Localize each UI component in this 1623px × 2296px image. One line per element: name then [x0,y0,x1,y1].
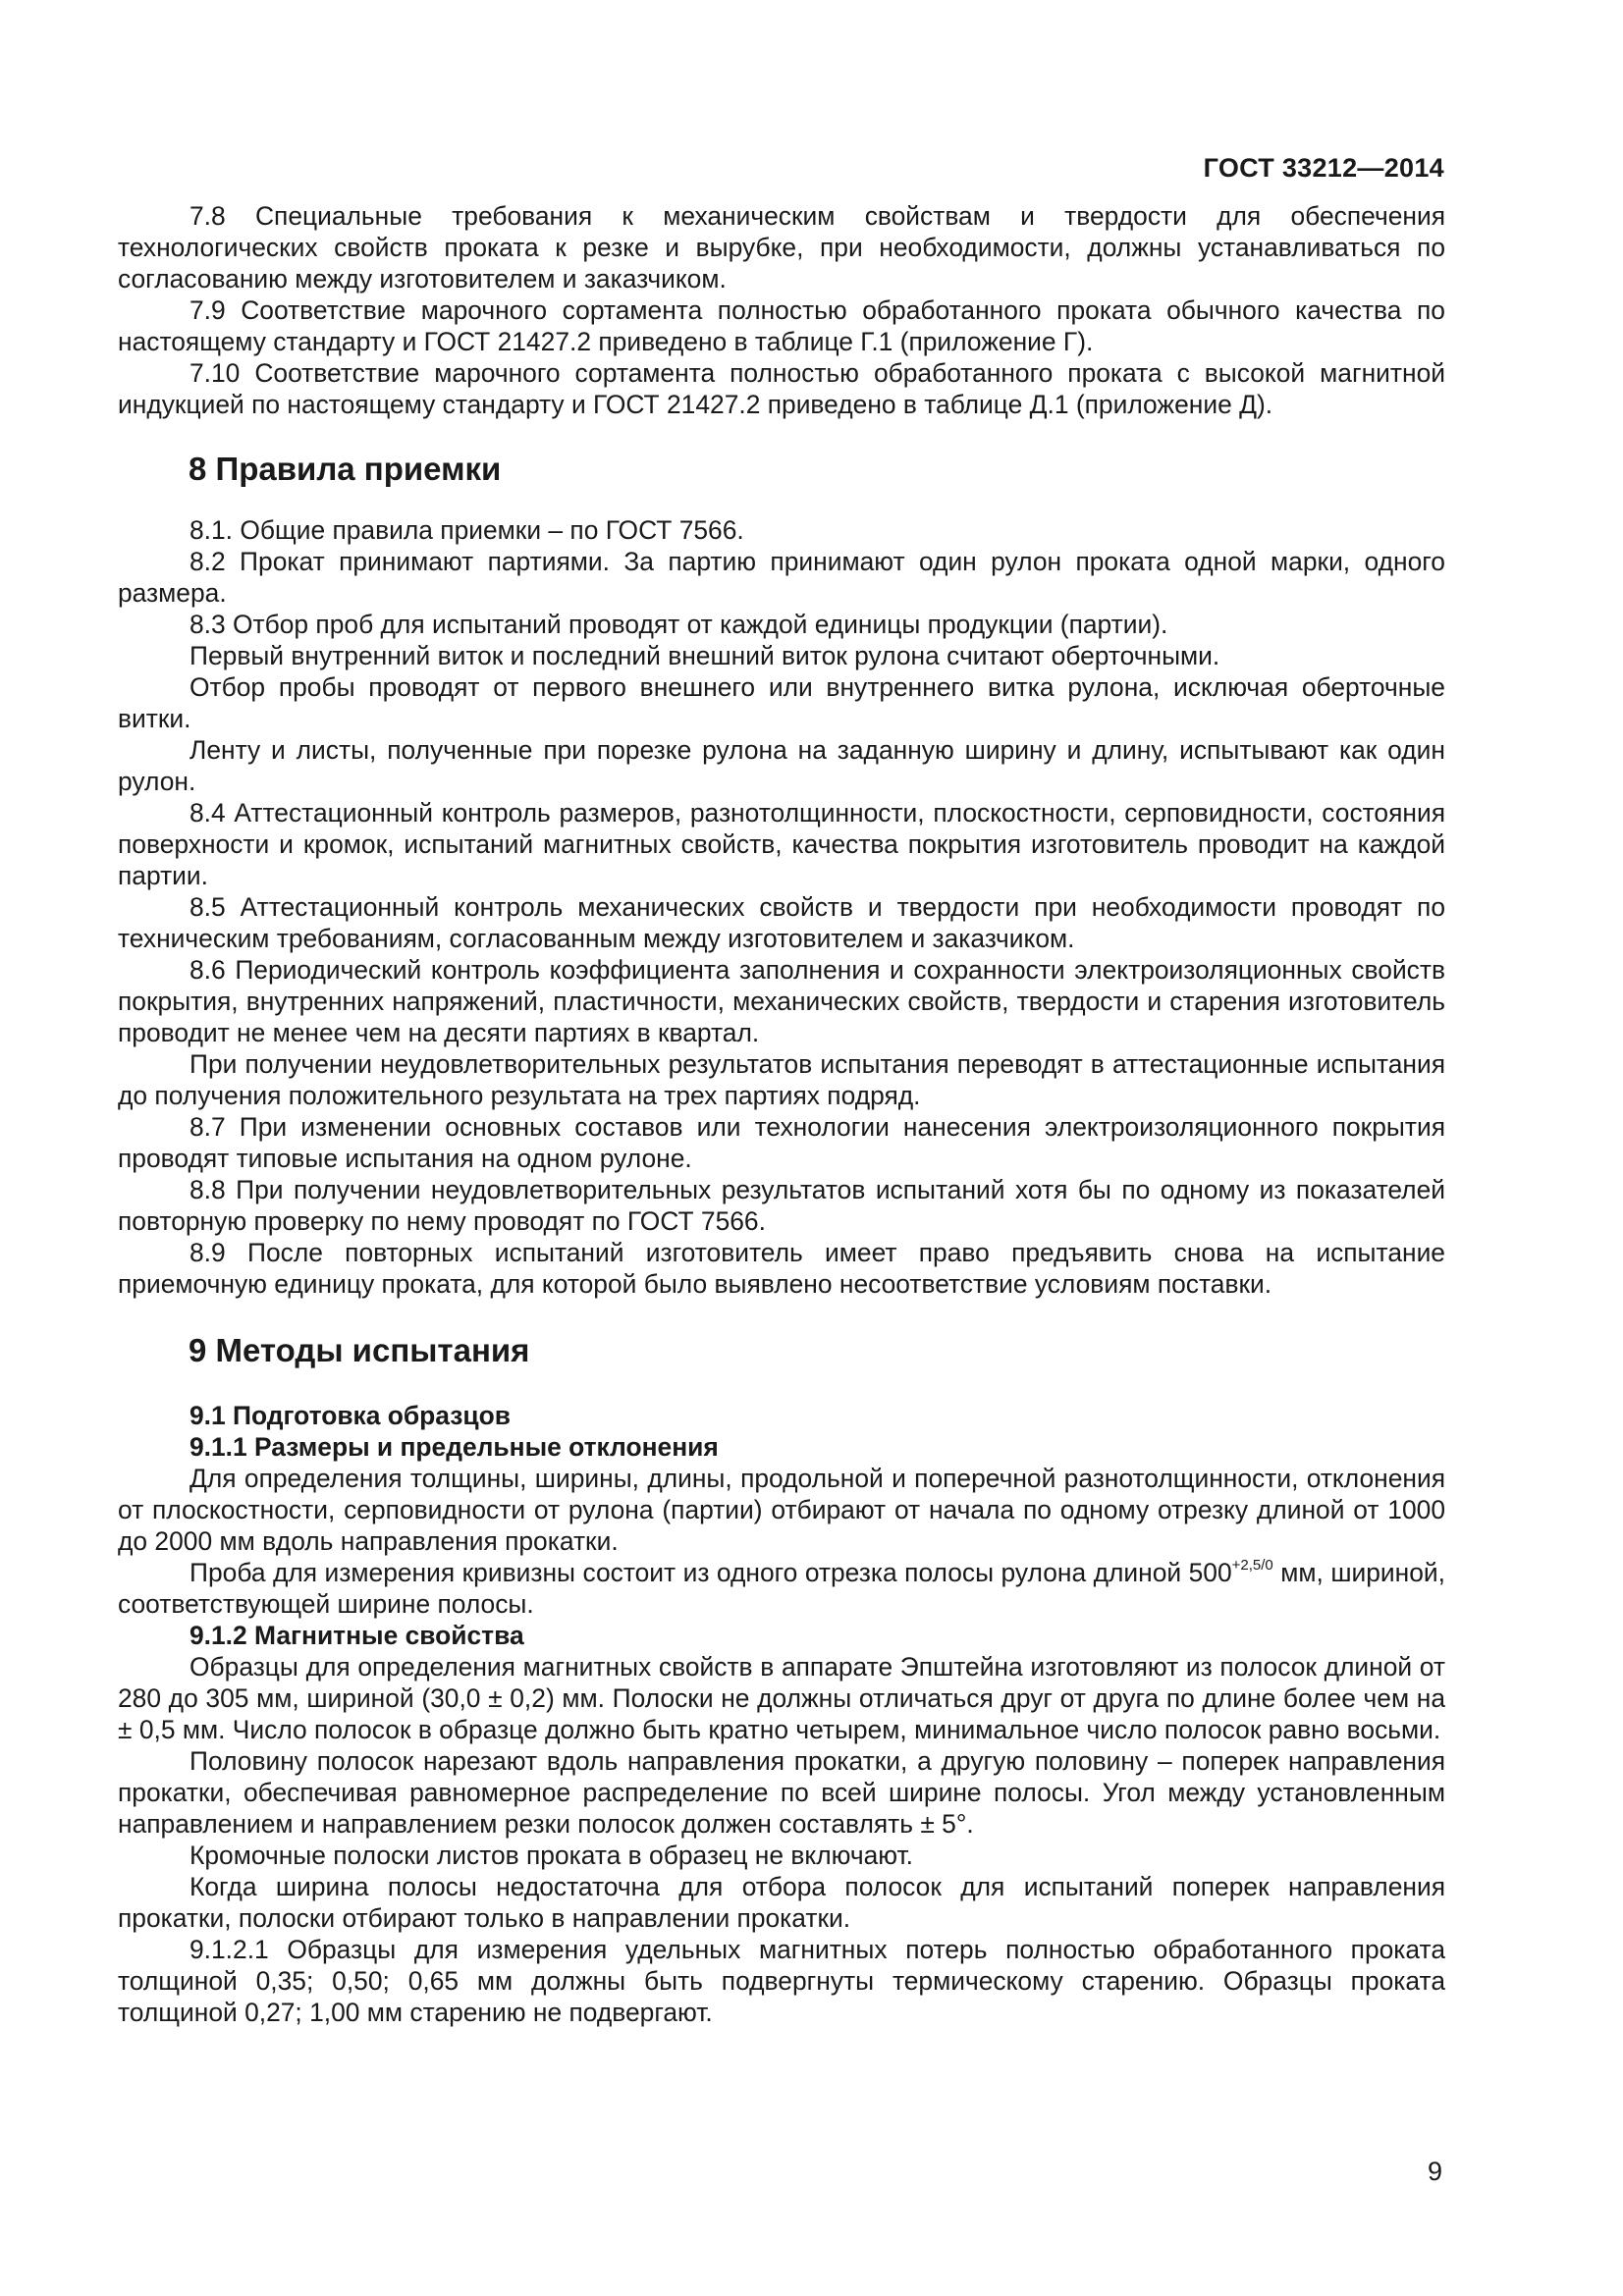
paragraph-8-5: 8.5 Аттестационный контроль механических свойств и твердости при необходимости проводят по техническим требованиям, согласованным между изготовителем и заказчиком. [118,892,1445,953]
curvature-text-end: мм, шириной, соответствующей ширине полосы. [118,1558,1445,1619]
paragraph-8-4: 8.4 Аттестационный контроль размеров, разнотолщинности, плоскостности, серповидности, состояния поверхности и кромок, испытаний магнитных свойств, качества покрытия изготовитель проводит на каждой партии. [118,798,1445,890]
paragraph-8-6: 8.6 Периодический контроль коэффициента заполнения и сохранности электроизоляционных свойств покрытия, внутренних напряжений, пластичности, механических свойств, твердости и старения изготовитель проводит не менее чем на десяти партиях в квартал. [118,955,1445,1047]
paragraph-9-1-2-narrow: Когда ширина полосы недостаточна для отбора полосок для испытаний поперек направления прокатки, полоски отбирают только в направлении прокатки. [118,1872,1445,1933]
paragraph-8-1: 8.1. Общие правила приемки – по ГОСТ 7566. [189,515,744,545]
curvature-text-start: Проба для измерения кривизны состоит из одного отрезка полосы рулона длиной 500 [189,1558,1232,1587]
paragraph-9-1-1-curvature [118,1557,1445,1620]
paragraph-9-1-1-samples: Для определения толщины, ширины, длины, продольной и поперечной разнотолщинности, отклонения от плоскостности, серповидности от рулона (партии) отбирают от начала по одному отрезку длиной от 1000 до 2000 мм вдоль направления прокатки. [118,1464,1445,1556]
page-number: 9 [1427,2157,1442,2186]
subsection-9-1-1-heading: 9.1.1 Размеры и предельные отклонения [189,1432,719,1462]
paragraph-9-1-2-epstein: Образцы для определения магнитных свойств в аппарате Эпштейна изготовляют из полосок длиной от 280 до 305 мм, шириной (30,0 ± 0,2) мм. Полоски не должны отличаться друг от друга по длине более чем на ± 0,5 мм. Число полосок в образце должно быть кратно четырем, минимальное число полосок равно восьми. [118,1652,1445,1744]
document-body [118,200,1445,2028]
paragraph-8-3-strip: Ленту и листы, полученные при порезке рулона на заданную ширину и длину, испытывают как один рулон. [118,735,1445,796]
standard-header: ГОСТ 33212—2014 [1203,153,1444,183]
subsection-9-1-heading: 9.1 Подготовка образцов [189,1401,511,1430]
paragraph-7-8: 7.8 Специальные требования к механическим свойствам и твердости для обеспечения технологических свойств проката к резке и вырубке, при необходимости, должны устанавливаться по согласованию между изготовителем и заказчиком. [118,201,1445,294]
paragraph-8-3: 8.3 Отбор проб для испытаний проводят от каждой единицы продукции (партии). [189,610,1168,639]
paragraph-8-9: 8.9 После повторных испытаний изготовитель имеет право предъявить снова на испытание приемочную единицу проката, для которой было выявлено несоответствие условиям поставки. [118,1238,1445,1299]
paragraph-8-2: 8.2 Прокат принимают партиями. За партию принимают один рулон проката одной марки, одного размера. [118,547,1445,608]
paragraph-8-8: 8.8 При получении неудовлетворительных результатов испытаний хотя бы по одному из показателей повторную проверку по нему проводят по ГОСТ 7566. [118,1175,1445,1236]
length-tolerance: +2,5/0 [1231,1557,1273,1574]
paragraph-8-6-retest: При получении неудовлетворительных результатов испытания переводят в аттестационные испытания до получения положительного результата на трех партиях подряд. [118,1049,1445,1110]
paragraph-8-3-sampling: Отбор пробы проводят от первого внешнего или внутреннего витка рулона, исключая оберточные витки. [118,672,1445,733]
subsection-9-1-2-heading: 9.1.2 Магнитные свойства [189,1621,524,1650]
paragraph-9-1-2-direction: Половину полосок нарезают вдоль направления прокатки, а другую половину – поперек направления прокатки, обеспечивая равномерное распределение по всей ширине полосы. Угол между установленным направлением и направлением резки полосок должен составлять ± 5°. [118,1746,1445,1839]
section-9-heading: 9 Методы испытания [189,1332,530,1368]
paragraph-7-9: 7.9 Соответствие марочного сортамента полностью обработанного проката обычного качества по настоящему стандарту и ГОСТ 21427.2 приведено в таблице Г.1 (приложение Г). [118,295,1445,356]
paragraph-7-10: 7.10 Соответствие марочного сортамента полностью обработанного проката с высокой магнитной индукцией по настоящему стандарту и ГОСТ 21427.2 приведено в таблице Д.1 (приложение Д). [118,358,1445,419]
section-8-heading: 8 Правила приемки [189,451,502,487]
paragraph-8-7: 8.7 При изменении основных составов или технологии нанесения электроизоляционного покрытия проводят типовые испытания на одном рулоне. [118,1112,1445,1173]
paragraph-8-3-wrap-turns: Первый внутренний виток и последний внешний виток рулона считают оберточными. [189,641,1220,670]
paragraph-9-1-2-edge-strips: Кромочные полоски листов проката в образец не включают. [189,1841,913,1870]
paragraph-9-1-2-1: 9.1.2.1 Образцы для измерения удельных магнитных потерь полностью обработанного проката толщиной 0,35; 0,50; 0,65 мм должны быть подвергнуты термическому старению. Образцы проката толщиной 0,27; 1,00 мм старению не подвергают. [118,1935,1445,2027]
